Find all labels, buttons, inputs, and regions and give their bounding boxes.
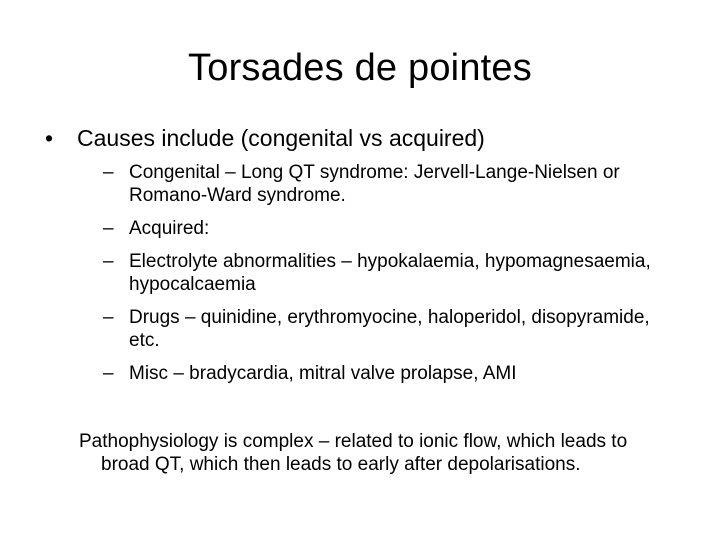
bullet-icon: • (45, 125, 54, 151)
main-bullet-text: Causes include (congenital vs acquired) (77, 125, 485, 151)
sub-bullet-list (103, 161, 685, 385)
sub-bullet-electrolyte (103, 250, 685, 296)
dash-icon: – (103, 162, 114, 183)
sub-bullet-text: Acquired: (129, 218, 210, 239)
dash-icon: – (103, 251, 114, 272)
slide-title: Torsades de pointes (188, 47, 532, 89)
dash-icon: – (103, 307, 114, 328)
sub-bullet-text: Drugs – quinidine, erythromyocine, haloperidol, disopyramide, etc. (129, 307, 650, 351)
sub-bullet-text: Electrolyte abnormalities – hypokalaemia, hypomagnesaemia, hypocalcaemia (129, 251, 651, 295)
sub-bullet-text: Congenital – Long QT syndrome: Jervell-Lange-Nielsen or Romano-Ward syndrome. (129, 162, 620, 206)
slide-content (45, 124, 685, 395)
sub-bullet-acquired (103, 217, 685, 240)
sub-bullet-misc (103, 362, 685, 385)
sub-bullet-congenital (103, 161, 685, 207)
sub-bullet-drugs (103, 306, 685, 352)
dash-icon: – (103, 218, 114, 239)
dash-icon: – (103, 363, 114, 384)
main-bullet (45, 124, 685, 152)
pathophysiology-paragraph: Pathophysiology is complex – related to ionic flow, which leads to broad QT, which then leads to early after depolarisations. (79, 431, 628, 475)
sub-bullet-text: Misc – bradycardia, mitral valve prolapse, AMI (129, 363, 517, 384)
